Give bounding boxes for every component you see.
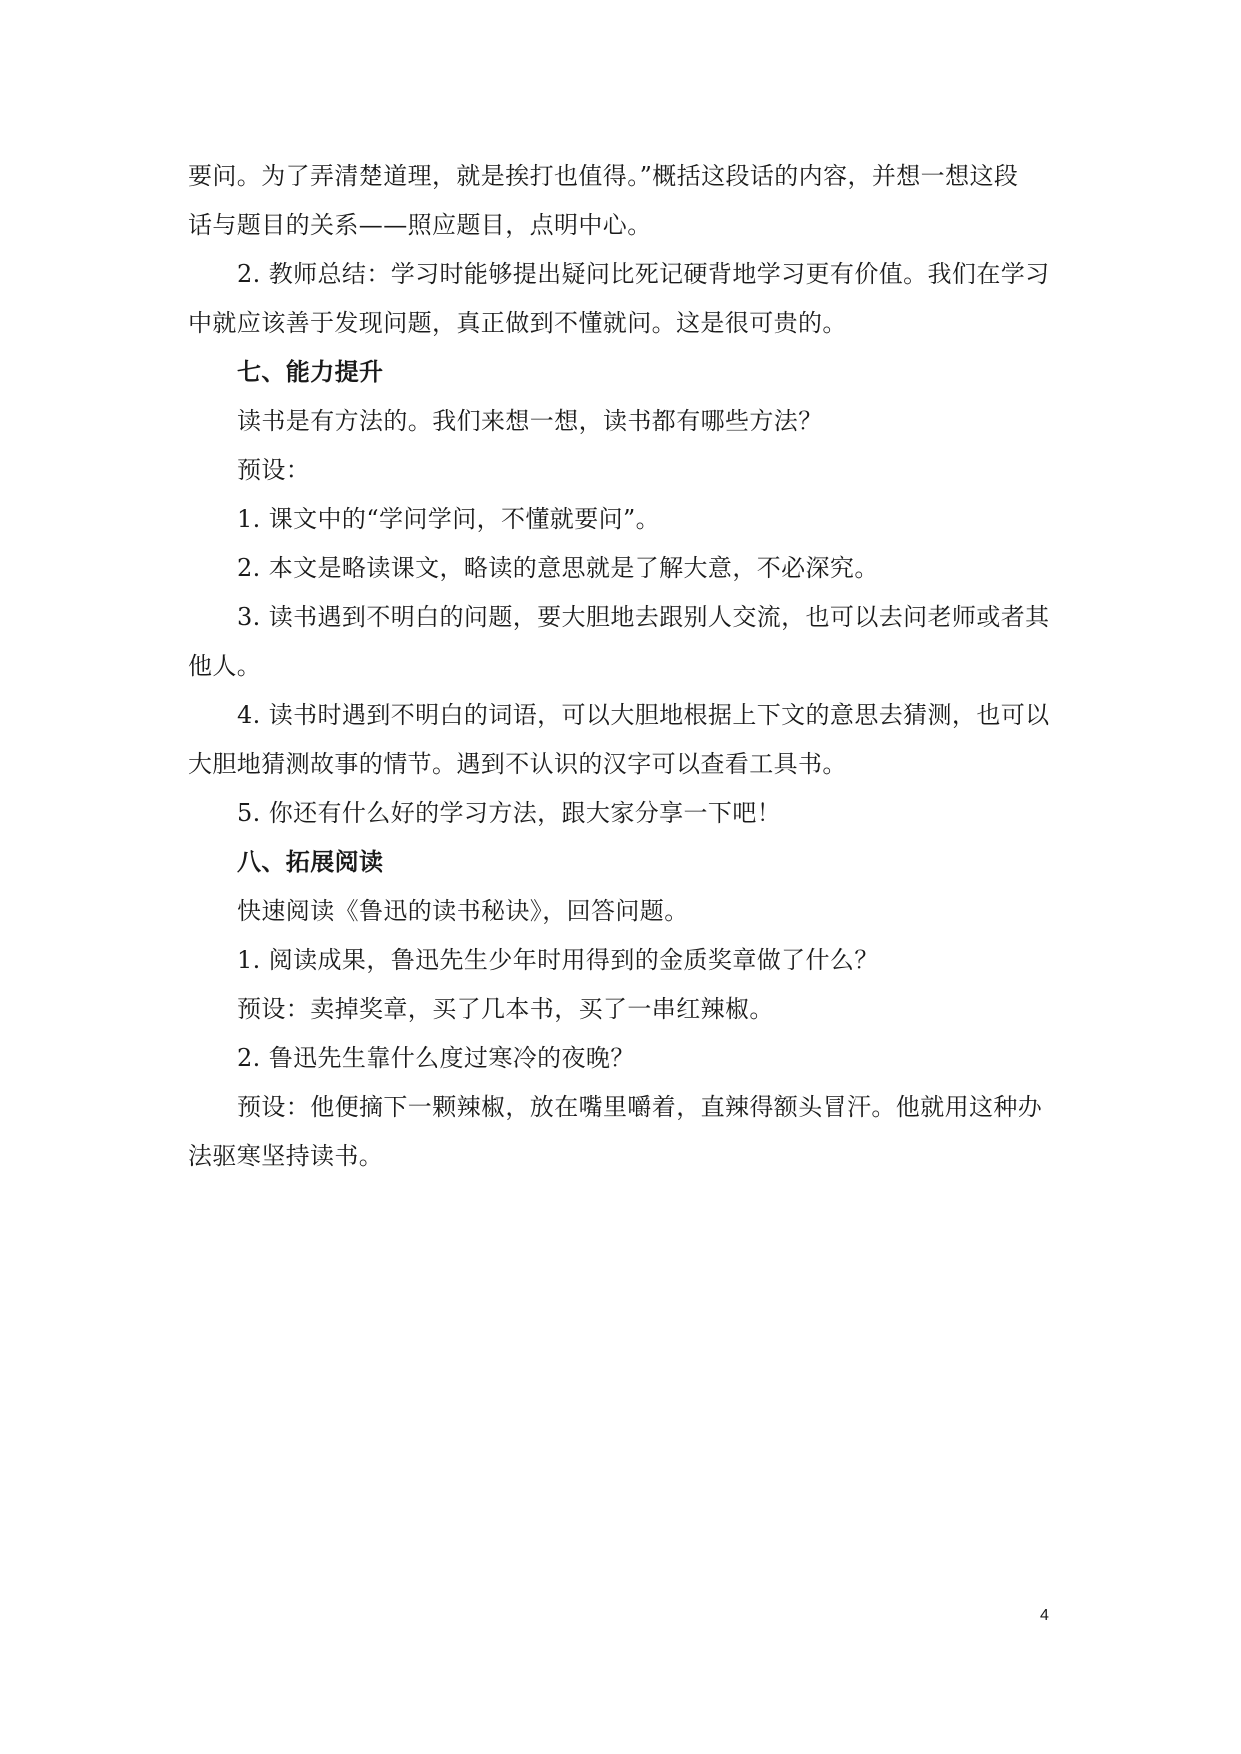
paragraph-line: 2. 教师总结：学习时能够提出疑问比死记硬背地学习更有价值。我们在学习 — [237, 260, 1050, 288]
list-item: 2. 本文是略读课文，略读的意思就是了解大意，不必深究。 — [237, 554, 879, 582]
paragraph-line: 话与题目的关系——照应题目，点明中心。 — [188, 211, 652, 239]
paragraph-line: 预设：卖掉奖章，买了几本书，买了一串红辣椒。 — [237, 995, 774, 1023]
list-item: 1. 课文中的“学问学问，不懂就要问”。 — [237, 505, 661, 533]
list-item: 2. 鲁迅先生靠什么度过寒冷的夜晚？ — [237, 1044, 635, 1072]
paragraph-line: 预设：他便摘下一颗辣椒，放在嘴里嚼着，直辣得额头冒汗。他就用这种办 — [237, 1093, 1043, 1121]
paragraph-line: 法驱寒坚持读书。 — [188, 1142, 384, 1170]
paragraph-line: 要问。为了弄清楚道理，就是挨打也值得。”概括这段话的内容，并想一想这段 — [188, 162, 1019, 190]
document-body — [188, 152, 1055, 1181]
paragraph-line: 快速阅读《鲁迅的读书秘诀》，回答问题。 — [237, 897, 689, 925]
list-item: 5. 你还有什么好的学习方法，跟大家分享一下吧！ — [237, 799, 782, 827]
paragraph-line: 读书是有方法的。我们来想一想，读书都有哪些方法？ — [237, 407, 823, 435]
paragraph-line: 他人。 — [188, 652, 262, 680]
section-heading: 八、拓展阅读 — [237, 848, 384, 876]
list-item: 1. 阅读成果，鲁迅先生少年时用得到的金质奖章做了什么？ — [237, 946, 879, 974]
paragraph-line: 大胆地猜测故事的情节。遇到不认识的汉字可以查看工具书。 — [188, 750, 847, 778]
paragraph-line: 预设： — [237, 456, 311, 484]
list-item: 4. 读书时遇到不明白的词语，可以大胆地根据上下文的意思去猜测，也可以 — [237, 701, 1050, 729]
paragraph-line: 中就应该善于发现问题，真正做到不懂就问。这是很可贵的。 — [188, 309, 847, 337]
list-item: 3. 读书遇到不明白的问题，要大胆地去跟别人交流，也可以去问老师或者其 — [237, 603, 1050, 631]
page-number: 4 — [1040, 1607, 1049, 1624]
section-heading: 七、能力提升 — [237, 358, 384, 386]
